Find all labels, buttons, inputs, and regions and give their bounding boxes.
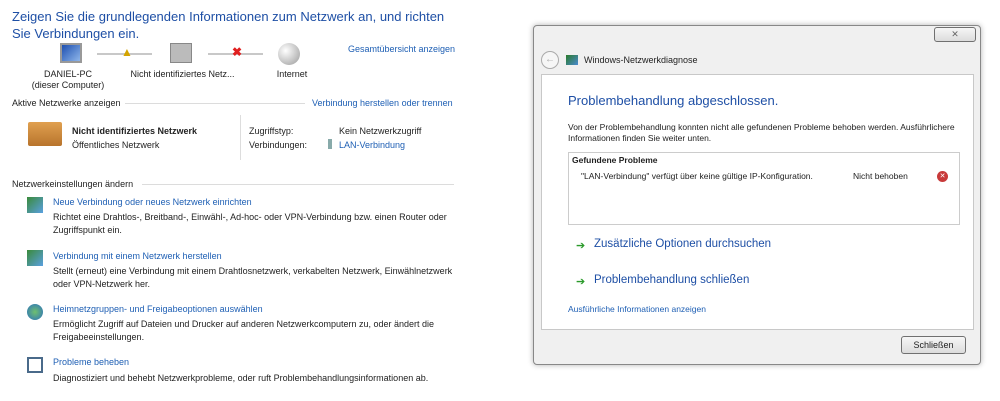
page-title: Zeigen Sie die grundlegenden Informationen zum Netzwerk an, und richten Sie Verbindungen ein.	[12, 9, 445, 41]
arrow-icon: ➔	[576, 240, 586, 252]
task-desc: Richtet eine Drahtlos-, Breitband-, Einwähl-, Ad-hoc- oder VPN-Verbindung bzw. einen Router oder Zugriffspunkt ein.	[53, 212, 447, 235]
connections-label: Verbindungen:	[249, 140, 308, 150]
full-map-link[interactable]: Gesamtübersicht anzeigen	[348, 44, 456, 54]
diagnostics-icon	[566, 55, 578, 65]
access-type-label: Zugriffstyp:	[249, 126, 294, 136]
task-desc: Stellt (erneut) eine Verbindung mit einem Drahtlosnetzwerk, verkabelten Netzwerk, Einwählnetzwerk oder VPN-Netzwerk her.	[53, 266, 453, 289]
problems-box	[568, 152, 960, 225]
back-button[interactable]: ←	[541, 51, 559, 69]
task-homegroup[interactable]: Heimnetzgruppen- und Freigabeoptionen auswählen	[53, 304, 263, 314]
connect-link[interactable]: Verbindung herstellen oder trennen	[312, 98, 453, 108]
arrow-icon: ➔	[576, 276, 586, 288]
dialog-content	[541, 74, 974, 330]
active-networks-label: Aktive Netzwerke anzeigen	[12, 98, 121, 108]
lan-icon	[328, 139, 332, 149]
access-type-value: Kein Netzwerkzugriff	[339, 126, 422, 136]
computer-sub: (dieser Computer)	[31, 80, 105, 90]
error-x-icon: ✖	[232, 45, 243, 59]
computer-icon	[60, 43, 82, 63]
internet-label[interactable]: Internet	[276, 69, 308, 79]
problem-status: Nicht behoben	[853, 171, 908, 181]
task-connect[interactable]: Verbindung mit einem Netzwerk herstellen	[53, 251, 222, 261]
task-desc: Ermöglicht Zugriff auf Dateien und Drucker auf anderen Netzwerkcomputern zu, oder ändert die Freigabeeinstellungen.	[53, 319, 435, 342]
dialog-message: Von der Problembehandlung konnten nicht alle gefundenen Probleme behoben werden. Ausführlichere Informationen finden Sie weiter unten.	[568, 122, 955, 143]
task-new-connection[interactable]: Neue Verbindung oder neues Netzwerk einrichten	[53, 197, 252, 207]
divider	[125, 103, 305, 104]
close-button[interactable]: Schließen	[901, 336, 966, 354]
new-connection-icon	[27, 197, 43, 213]
divider	[142, 184, 454, 185]
problems-header: Gefundene Probleme	[572, 155, 658, 165]
dialog-heading: Problembehandlung abgeschlossen.	[568, 93, 779, 108]
problem-text: "LAN-Verbindung" verfügt über keine gültige IP-Konfiguration.	[581, 171, 813, 181]
error-icon: ✕	[937, 171, 948, 182]
network-icon	[170, 43, 192, 63]
connect-network-icon	[27, 250, 43, 266]
dialog-title: Windows-Netzwerkdiagnose	[584, 55, 698, 65]
close-troubleshooter-link[interactable]: Problembehandlung schließen	[594, 274, 750, 286]
network-type[interactable]: Öffentliches Netzwerk	[72, 140, 160, 150]
more-options-link[interactable]: Zusätzliche Optionen durchsuchen	[594, 238, 772, 250]
globe-icon	[278, 43, 300, 65]
network-name: Nicht identifiziertes Netzwerk	[72, 126, 198, 136]
task-desc: Diagnostiziert und behebt Netzwerkprobleme, oder ruft Problembehandlungsinformationen ab.	[53, 373, 429, 383]
lan-connection-link[interactable]: LAN-Verbindung	[339, 140, 406, 150]
divider	[240, 115, 241, 160]
task-troubleshoot[interactable]: Probleme beheben	[53, 357, 130, 367]
network-label[interactable]: Nicht identifiziertes Netz...	[130, 69, 235, 79]
warning-icon: ▲	[121, 45, 133, 59]
troubleshoot-icon	[27, 357, 43, 373]
settings-label: Netzwerkeinstellungen ändern	[12, 179, 134, 189]
close-icon[interactable]: ✕	[934, 27, 976, 42]
homegroup-icon	[27, 304, 43, 320]
details-link[interactable]: Ausführliche Informationen anzeigen	[568, 304, 706, 314]
computer-name: DANIEL-PC	[43, 69, 92, 79]
network-diagnostics-dialog	[533, 25, 981, 365]
computer-label	[13, 69, 123, 91]
bench-icon	[28, 122, 62, 146]
